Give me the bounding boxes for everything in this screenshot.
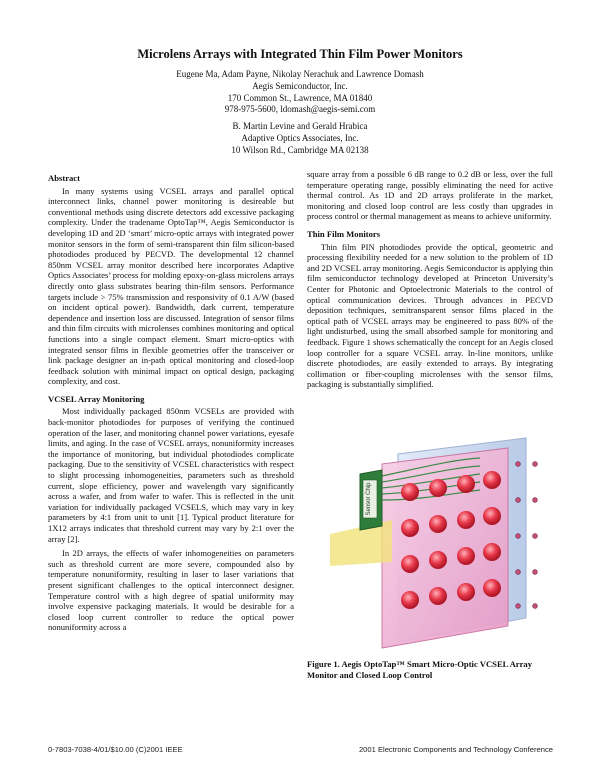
- author2-names: B. Martin Levine and Gerald Hrabica: [232, 121, 368, 131]
- figure-1-illustration: [330, 434, 546, 650]
- author-address: 170 Common St., Lawrence, MA 01840: [227, 92, 373, 103]
- chip-label: Sensor Chip: [366, 482, 372, 516]
- paragraph: Most individually packaged 850nm VCSELs are provided with back-monitor photodiodes for purposes of verifying the continued operation of the laser, and monitoring channel power variations, eyesafe limits, and aging. In the case of VCSEL arrays, nonuniformity increases the importance of monitoring, but individual photodiodes complicate packaging. Due to the sensitivity of VCSEL characteristics with respect to slight processing inhomogeneities, parameters such as threshold current, slope efficiency, power and wavelength vary significantly across a wafer, and from wafer to wafer. This is reflected in the unit variation for individually packaged VCSELS, which may vary in key parameters by 4:1 from unit to unit [1]. Typical product literature for 1X12 arrays indicates that threshold current may vary by 2:1 over the array [2].: [48, 406, 294, 544]
- author2-org: Adaptive Optics Associates, Inc.: [241, 132, 359, 143]
- paragraph-continued: square array from a possible 6 dB range to 0.2 dB or less, over the full temperature operating range, possibly eliminating the need for active thermal control. As 1D and 2D arrays proliferate in the market, monitoring and closed loop control are less costly than upgrades in process control or thermal management as means to achieve uniformity.: [307, 169, 553, 222]
- author2-address: 10 Wilson Rd., Cambridge MA 02138: [231, 144, 369, 155]
- author-contact: 978-975-5600, ldomash@aegis-semi.com: [224, 104, 376, 115]
- author-org: Aegis Semiconductor, Inc.: [252, 80, 348, 91]
- paragraph: Thin film PIN photodiodes provide the optical, geometric and processing flexibility needed for a new solution to the problem of 1D and 2D VCSEL array monitoring. Aegis Semiconductor is applying thin film semiconductor technology developed at Princeton University’s Center for Photonic and Optoelectronic Materials to the control of optical communication devices. Through advances in PECVD deposition techniques, semitransparent sensor films placed in the optical path of VCSEL arrays may be engineered to pass 80% of the light undisturbed, using the small absorbed sample for monitoring and feedback. Figure 1 shows schematically the concept for an Aegis closed loop controller for a square VCSEL array. In-line monitors, unlike discrete photodiodes, are easily extended to arrays. By integrating collimation or fiber-coupling microlenses with the sensor films, packaging is substantially simplified.: [307, 241, 553, 390]
- abstract-heading: Abstract: [48, 173, 80, 183]
- section-heading-thin-film: Thin Film Monitors: [307, 228, 381, 239]
- authors-block-2: [0, 121, 600, 156]
- section-heading-vcsel: VCSEL Array Monitoring: [48, 393, 145, 404]
- authors-block: [0, 69, 600, 116]
- figure-caption: Figure 1. Aegis OptoTap™ Smart Micro-Optic VCSEL Array Monitor and Closed Loop Control: [307, 659, 533, 680]
- author-names: Eugene Ma, Adam Payne, Nikolay Nerachuk and Lawrence Domash: [176, 69, 424, 79]
- footer-copyright: 0-7803-7038-4/01/$10.00 (C)2001 IEEE: [48, 745, 183, 754]
- sensor-chip: [360, 470, 382, 530]
- footer-conference: 2001 Electronic Components and Technology Conference: [358, 745, 553, 754]
- right-column: [307, 169, 553, 394]
- paragraph: In 2D arrays, the effects of wafer inhomogeneities on parameters such as threshold current are more severe, compounded also by temperature nonuniformity, resulting in laser to laser variations that present significant challenges to the optical interconnect designer. Temperature control with a high degree of spatial uniformity may involve expensive packaging materials. It would be desirable for a closed loop current controller to reduce the optical power nonuniformity across a: [48, 548, 294, 633]
- left-column: [48, 173, 294, 637]
- abstract-text: In many systems using VCSEL arrays and parallel optical interconnect links, channel power monitoring is desireable but conventional methods using discrete detectors add excessive packaging complexity. Under the tradename OptoTap™, Aegis Semiconductor is developing 1D and 2D ‘smart’ micro-optic arrays with integrated power monitor sensors in the form of semi-transparent thin film silicon-based photodiodes produced by PECVD. The developmental 12 channel 850nm VCSEL array monitor described here incorporates Adaptive Optics Associates’ process for molding epoxy-on-glass microlens arrays directly onto glass substrates bearing thin-film sensors. Performance targets include > 75% transmission and responsivity of 0.1 A/W (based on incident optical power). Bandwidth, dark current, temperature dependence and insertion loss are discussed. Integration of sensor films and thin film circuits with microlenses combines monitoring and optical functions into a single compact element. Smart micro-optics with integrated sensor films in flexible geometries offer the transceiver or link package designer an in-path optical monitoring and closed-loop feedback solution with minimal impact on optical design, packaging complexity, and cost.: [48, 185, 294, 387]
- paper-title: Microlens Arrays with Integrated Thin Film Power Monitors: [137, 47, 463, 61]
